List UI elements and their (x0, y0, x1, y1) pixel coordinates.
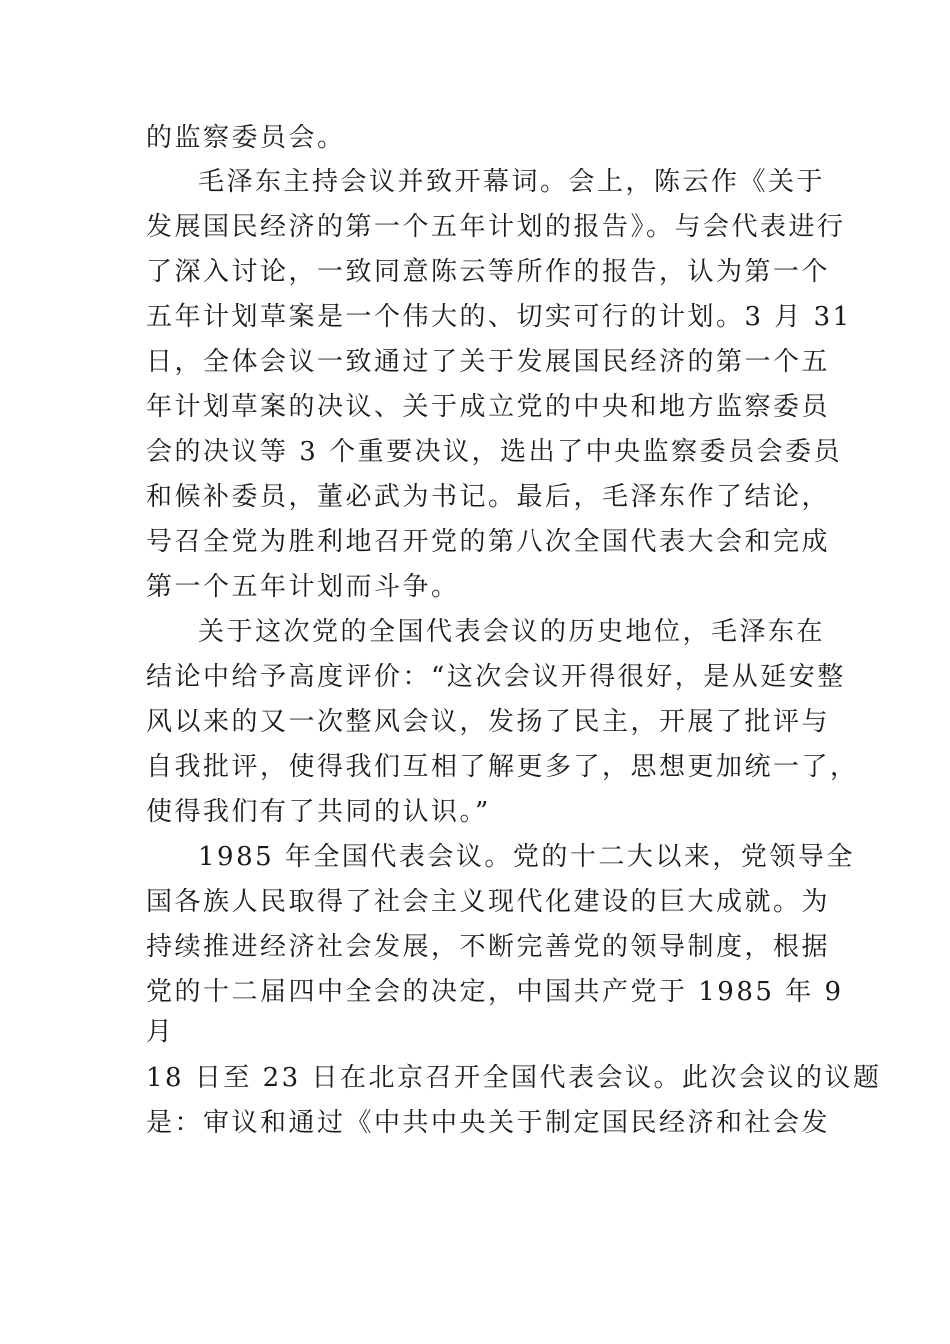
text-line: 结论中给予高度评价：“这次会议开得很好，是从延安整 (146, 662, 846, 692)
text-line: 是：审议和通过《中共中央关于制定国民经济和社会发 (146, 1108, 831, 1138)
text-line: 关于这次党的全国代表会议的历史地位，毛泽东在 (198, 617, 826, 647)
text-line: 党的十二届四中全会的决定，中国共产党于 1985 年 9 (146, 977, 844, 1007)
text-line: 18 日至 23 日在北京召开全国代表会议。此次会议的议题 (146, 1063, 882, 1093)
text-line: 国各族人民取得了社会主义现代化建设的巨大成就。为 (146, 887, 831, 917)
text-line: 和候补委员，董必武为书记。最后，毛泽东作了结论， (146, 482, 831, 512)
text-line: 号召全党为胜利地召开党的第八次全国代表大会和完成 (146, 527, 831, 557)
text-line: 了深入讨论，一致同意陈云等所作的报告，认为第一个 (146, 257, 831, 287)
text-line: 持续推进经济社会发展，不断完善党的领导制度，根据 (146, 932, 831, 962)
text-line: 发展国民经济的第一个五年计划的报告》。与会代表进行 (146, 212, 846, 242)
text-line: 第一个五年计划而斗争。 (146, 572, 460, 602)
text-line: 自我批评，使得我们互相了解更多了，思想更加统一了， (146, 752, 859, 782)
text-line: 五年计划草案是一个伟大的、切实可行的计划。3 月 31 (146, 302, 852, 332)
text-line: 日，全体会议一致通过了关于发展国民经济的第一个五 (146, 347, 831, 377)
text-line: 使得我们有了共同的认识。” (146, 797, 491, 827)
text-line: 1985 年全国代表会议。党的十二大以来，党领导全 (198, 842, 855, 872)
text-line: 会的决议等 3 个重要决议，选出了中央监察委员会委员 (146, 437, 843, 467)
text-line: 毛泽东主持会议并致开幕词。会上，陈云作《关于 (198, 167, 826, 197)
text-line: 的监察委员会。 (146, 123, 346, 153)
text-line: 月 (146, 1017, 175, 1047)
text-line: 风以来的又一次整风会议，发扬了民主，开展了批评与 (146, 707, 831, 737)
text-line: 年计划草案的决议、关于成立党的中央和地方监察委员 (146, 392, 831, 422)
